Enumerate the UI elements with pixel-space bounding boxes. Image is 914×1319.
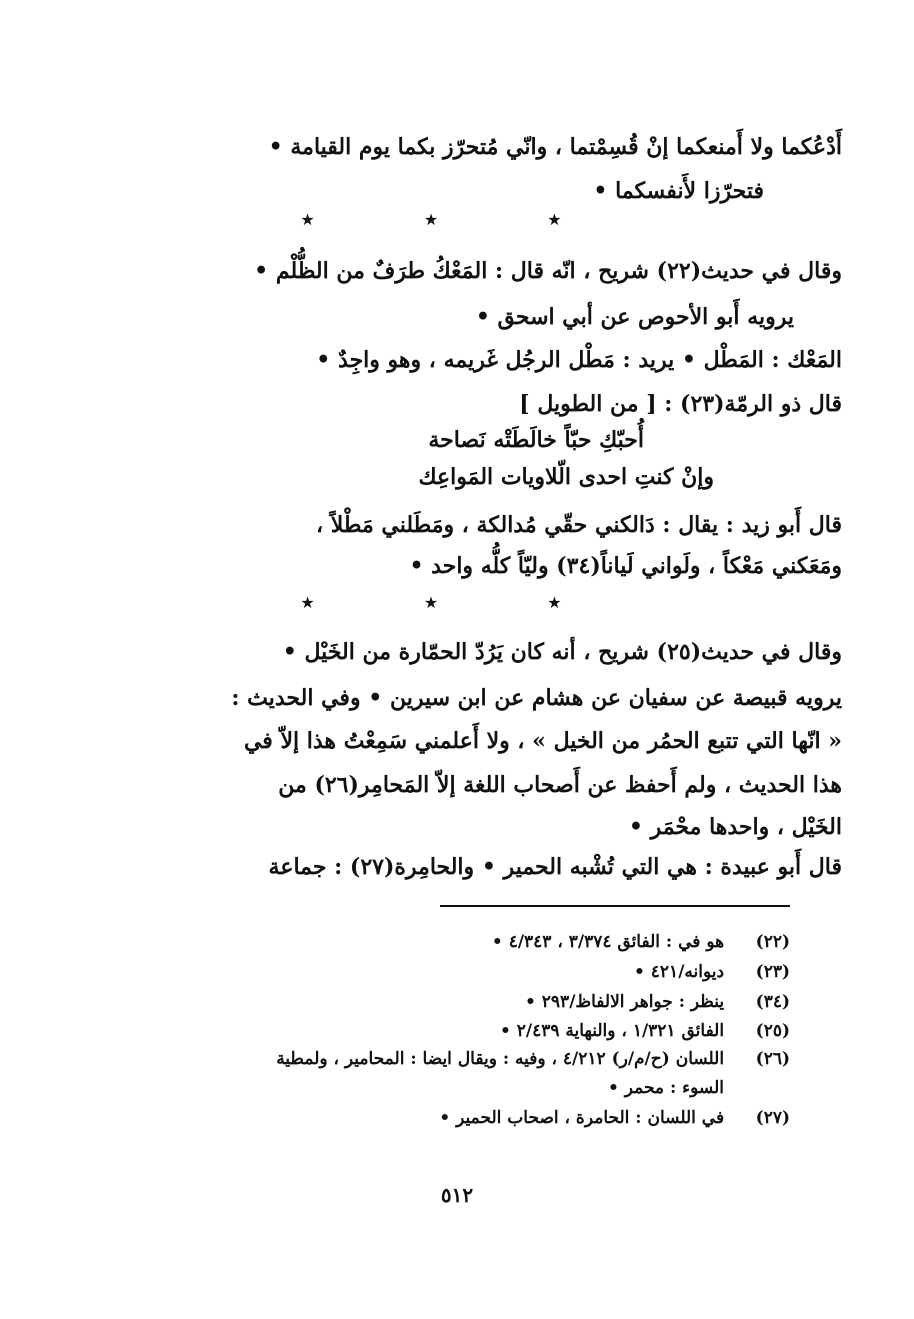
text-line: أَدْعُكما ولا أَمنعكما إنْ قُسِمْتما ، وانّي مُتحرّز بكما يوم القيامة • (268, 134, 842, 160)
section-divider: ★ ★ ★ (300, 593, 614, 612)
footnote-number: (٢٥) (755, 1021, 790, 1041)
footnote-23 (634, 960, 790, 984)
footnote-number: (٢٣) (755, 962, 790, 982)
footnote-text: في اللسان : الحامرة ، اصحاب الحمير • (439, 1108, 725, 1128)
footnote-number: (٢٧) (755, 1108, 790, 1128)
footnote-separator (440, 905, 790, 907)
footnote-22 (492, 930, 790, 954)
footnote-27 (439, 1106, 790, 1130)
footnote-text: اللسان (ح/م/ر) ٤/٢١٢ ، وفيه : ويقال ايضا : المحامير ، ولمطية (276, 1049, 725, 1069)
footnote-number: (٣٤) (755, 992, 790, 1012)
footnote-number: (٢٦) (755, 1049, 790, 1069)
footnote-text: ينظر : جواهر الالفاظ/٢٩٣ • (524, 992, 725, 1012)
footnote-25 (500, 1019, 790, 1043)
footnote-26-continuation (608, 1076, 724, 1100)
text-line: قال أَبو زيد : يقال : دَالكني حقّي مُدالكة ، ومَطَلني مَطْلاً ، (316, 512, 842, 538)
footnote-text: الفائق ١/٣٢١ ، والنهاية ٢/٤٣٩ • (499, 1021, 725, 1041)
text-line: فتحرّزا لأَنفسكما • (593, 178, 764, 204)
text-line: ومَعَكني مَعْكاً ، ولَواني لَياناً(٣٤) وليّاً كلُّه واحد • (409, 553, 842, 579)
text-line: قال أَبو عبيدة : هي التي تُشْبه الحمير • والحامِرة(٢٧) : جماعة (268, 854, 842, 880)
footnote-number: (٢٢) (755, 932, 790, 952)
footnote-34 (525, 990, 790, 1014)
footnote-text: هو في : الفائق ٣/٣٧٤ ، ٤/٣٤٣ • (491, 932, 725, 952)
text-line: هذا الحديث ، ولم أَحفظ عن أَصحاب اللغة إلاّ المَحامِر(٢٦) من (278, 772, 842, 798)
footnote-text: السوء : محمر • (607, 1078, 724, 1098)
footnote-text: ديوانه/٤٢١ • (634, 962, 725, 982)
footnote-26 (276, 1047, 790, 1071)
text-line: المَعْك : المَطْل • يريد : مَطْل الرجُل غَريمه ، وهو واجِدٌ • (316, 347, 842, 373)
verse-line: أُحبّكِ حبّاً خالَطَتْه نَصاحة (428, 427, 644, 453)
page-number: ٥١٢ (440, 1183, 474, 1207)
text-line: يرويه أَبو الأحوص عن أبي اسحق • (475, 304, 794, 330)
text-line: وقال في حديث(٢٢) شريح ، انّه قال : المَعْكُ طرَفٌ من الظُّلْم • (254, 258, 842, 284)
text-line: الخَيْل ، واحدها محْمَر • (628, 814, 842, 840)
verse-line: وإنْ كنتِ احدى الّلاويات المَواعِك (418, 464, 714, 490)
text-line: قال ذو الرمّة(٢٣) : [ من الطويل ] (519, 391, 842, 417)
text-line: وقال في حديث(٢٥) شريح ، أنه كان يَرُدّ الحمّارة من الخَيْل • (282, 639, 842, 665)
section-divider: ★ ★ ★ (300, 210, 614, 229)
text-line: يرويه قبيصة عن سفيان عن هشام عن ابن سيرين • وفي الحديث : (231, 685, 842, 711)
text-line: « انّها التي تتبع الحمُر من الخيل » ، ولا أَعلمني سَمِعْتُ هذا إلاّ في (243, 728, 842, 754)
